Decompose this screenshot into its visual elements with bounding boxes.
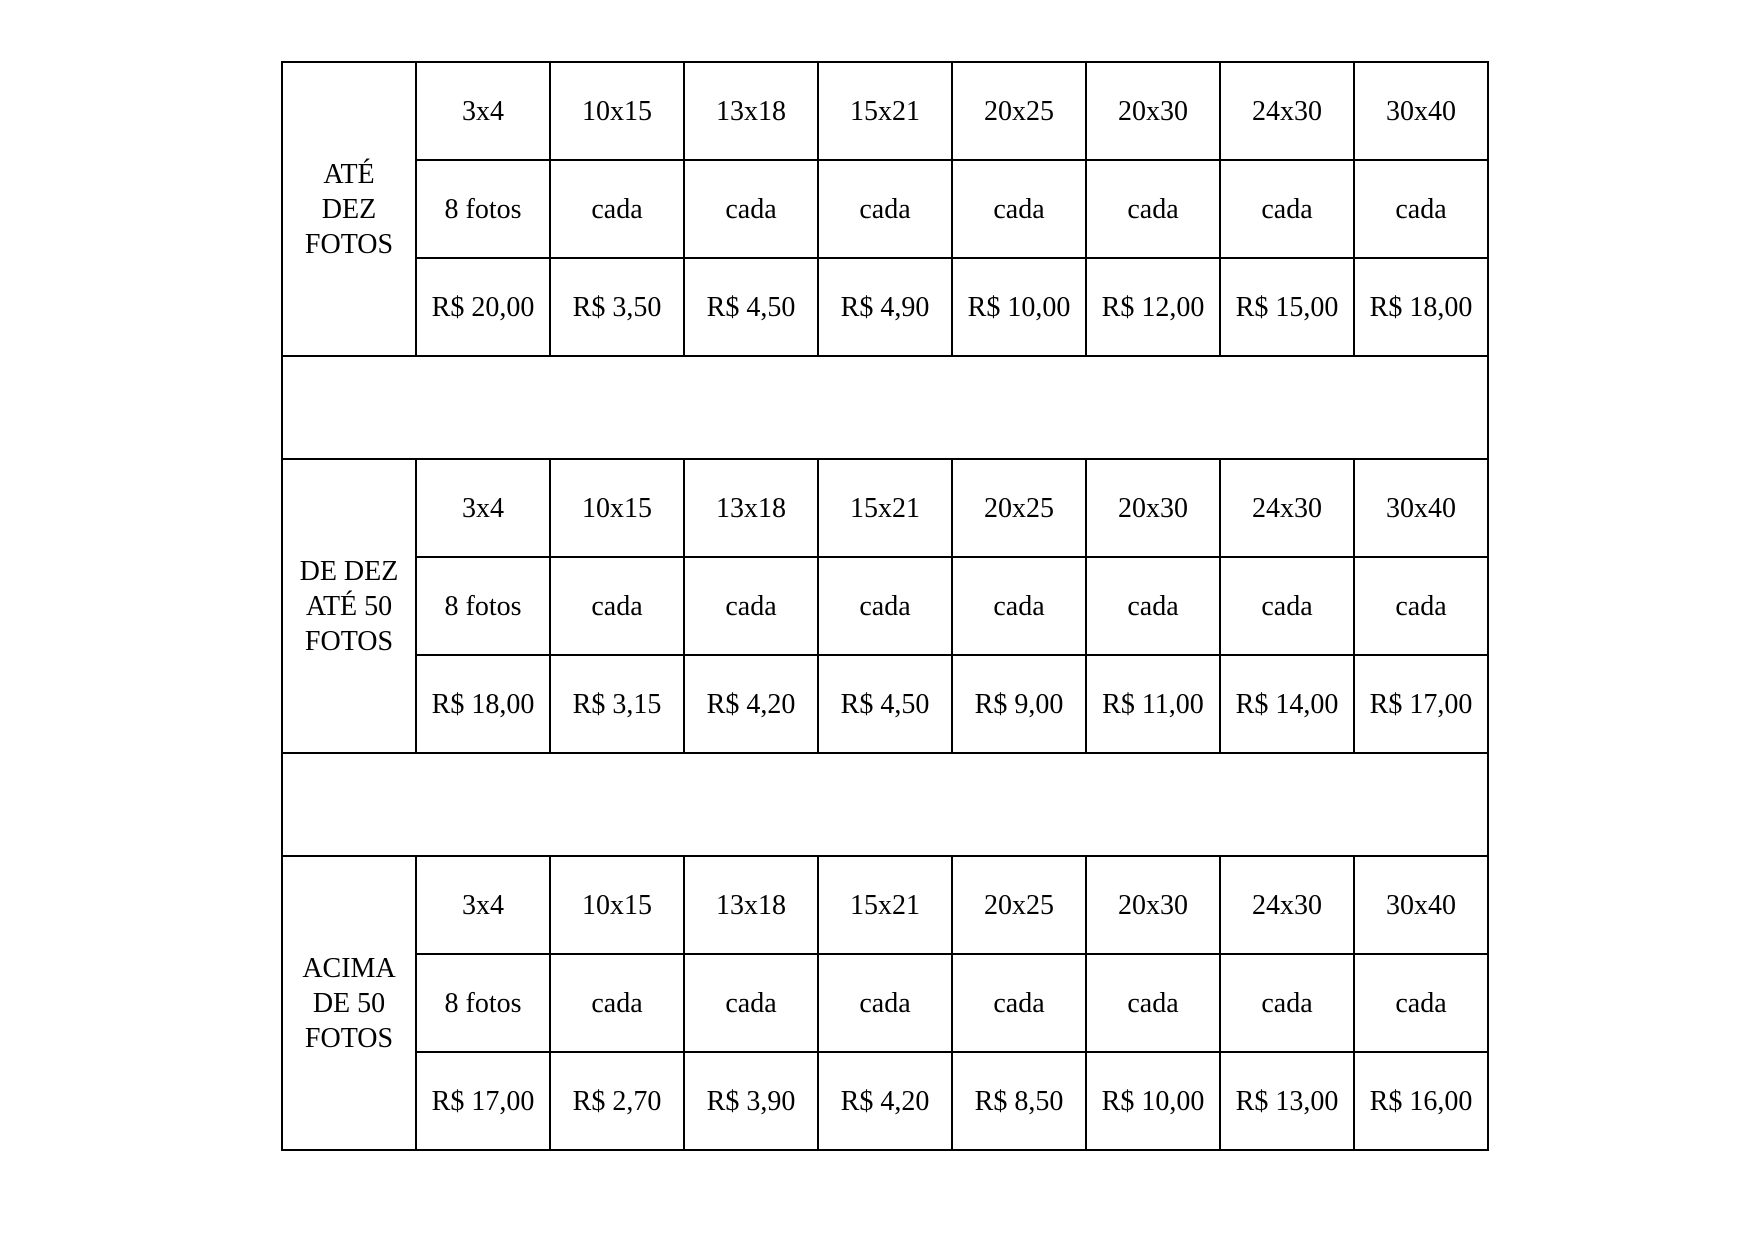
size-row <box>282 62 1488 160</box>
size-cell: 15x21 <box>818 459 952 557</box>
size-cell: 10x15 <box>550 62 684 160</box>
size-cell: 15x21 <box>818 856 952 954</box>
price-cell: R$ 18,00 <box>1354 258 1488 356</box>
group-label-line: FOTOS <box>304 228 394 260</box>
price-cell: R$ 11,00 <box>1086 655 1220 753</box>
group-label <box>282 62 416 356</box>
size-cell: 20x30 <box>1086 459 1220 557</box>
size-cell: 10x15 <box>550 856 684 954</box>
size-cell: 20x25 <box>952 459 1086 557</box>
group-separator-row <box>282 356 1488 459</box>
quantity-cell: cada <box>952 557 1086 655</box>
price-cell: R$ 2,70 <box>550 1052 684 1150</box>
size-cell: 10x15 <box>550 459 684 557</box>
quantity-cell: cada <box>818 160 952 258</box>
price-cell: R$ 16,00 <box>1354 1052 1488 1150</box>
price-cell: R$ 4,50 <box>684 258 818 356</box>
size-cell: 30x40 <box>1354 459 1488 557</box>
price-cell: R$ 17,00 <box>416 1052 550 1150</box>
group-label-line: ATÉ 50 <box>305 590 393 622</box>
group-separator-row <box>282 753 1488 856</box>
quantity-cell: cada <box>1354 557 1488 655</box>
quantity-cell: cada <box>818 954 952 1052</box>
size-cell: 3x4 <box>416 62 550 160</box>
size-cell: 30x40 <box>1354 62 1488 160</box>
group-separator-cell <box>282 753 1488 856</box>
quantity-cell: 8 fotos <box>416 954 550 1052</box>
quantity-cell: cada <box>684 160 818 258</box>
group-label-line: ATÉ <box>323 158 375 190</box>
group-label-line: DE DEZ <box>299 555 399 587</box>
quantity-cell: cada <box>550 557 684 655</box>
quantity-cell: cada <box>1220 954 1354 1052</box>
price-cell: R$ 4,50 <box>818 655 952 753</box>
price-row <box>282 1052 1488 1150</box>
quantity-cell: cada <box>1086 954 1220 1052</box>
price-cell: R$ 10,00 <box>952 258 1086 356</box>
price-cell: R$ 3,50 <box>550 258 684 356</box>
size-cell: 20x30 <box>1086 856 1220 954</box>
quantity-row <box>282 954 1488 1052</box>
quantity-cell: cada <box>952 160 1086 258</box>
quantity-cell: cada <box>1354 954 1488 1052</box>
price-cell: R$ 13,00 <box>1220 1052 1354 1150</box>
size-cell: 13x18 <box>684 856 818 954</box>
price-table <box>281 61 1489 1151</box>
price-row <box>282 258 1488 356</box>
quantity-cell: cada <box>550 160 684 258</box>
size-cell: 3x4 <box>416 856 550 954</box>
price-cell: R$ 4,20 <box>818 1052 952 1150</box>
size-cell: 13x18 <box>684 62 818 160</box>
group-label-line: FOTOS <box>304 1022 394 1054</box>
size-cell: 13x18 <box>684 459 818 557</box>
size-cell: 24x30 <box>1220 459 1354 557</box>
group-label-line: DE 50 <box>312 987 386 1019</box>
quantity-cell: 8 fotos <box>416 557 550 655</box>
quantity-cell: cada <box>1086 557 1220 655</box>
price-cell: R$ 3,90 <box>684 1052 818 1150</box>
quantity-row <box>282 160 1488 258</box>
price-cell: R$ 8,50 <box>952 1052 1086 1150</box>
price-cell: R$ 4,20 <box>684 655 818 753</box>
size-cell: 30x40 <box>1354 856 1488 954</box>
size-cell: 20x25 <box>952 62 1086 160</box>
price-row <box>282 655 1488 753</box>
quantity-cell: cada <box>952 954 1086 1052</box>
price-cell: R$ 3,15 <box>550 655 684 753</box>
price-cell: R$ 17,00 <box>1354 655 1488 753</box>
size-cell: 15x21 <box>818 62 952 160</box>
size-row <box>282 459 1488 557</box>
price-cell: R$ 18,00 <box>416 655 550 753</box>
size-cell: 24x30 <box>1220 62 1354 160</box>
quantity-cell: cada <box>818 557 952 655</box>
size-cell: 24x30 <box>1220 856 1354 954</box>
group-label-line: DEZ <box>321 193 377 225</box>
price-cell: R$ 14,00 <box>1220 655 1354 753</box>
group-label-line: FOTOS <box>304 625 394 657</box>
quantity-cell: cada <box>684 557 818 655</box>
price-table-body <box>282 62 1488 1150</box>
quantity-cell: cada <box>1086 160 1220 258</box>
price-cell: R$ 20,00 <box>416 258 550 356</box>
group-label-line: ACIMA <box>302 952 396 984</box>
group-separator-cell <box>282 356 1488 459</box>
quantity-row <box>282 557 1488 655</box>
price-cell: R$ 12,00 <box>1086 258 1220 356</box>
quantity-cell: cada <box>1220 160 1354 258</box>
size-cell: 3x4 <box>416 459 550 557</box>
size-cell: 20x30 <box>1086 62 1220 160</box>
size-cell: 20x25 <box>952 856 1086 954</box>
price-cell: R$ 15,00 <box>1220 258 1354 356</box>
price-cell: R$ 9,00 <box>952 655 1086 753</box>
price-cell: R$ 4,90 <box>818 258 952 356</box>
quantity-cell: cada <box>684 954 818 1052</box>
group-label <box>282 459 416 753</box>
quantity-cell: cada <box>550 954 684 1052</box>
group-label <box>282 856 416 1150</box>
size-row <box>282 856 1488 954</box>
quantity-cell: 8 fotos <box>416 160 550 258</box>
price-cell: R$ 10,00 <box>1086 1052 1220 1150</box>
quantity-cell: cada <box>1354 160 1488 258</box>
quantity-cell: cada <box>1220 557 1354 655</box>
